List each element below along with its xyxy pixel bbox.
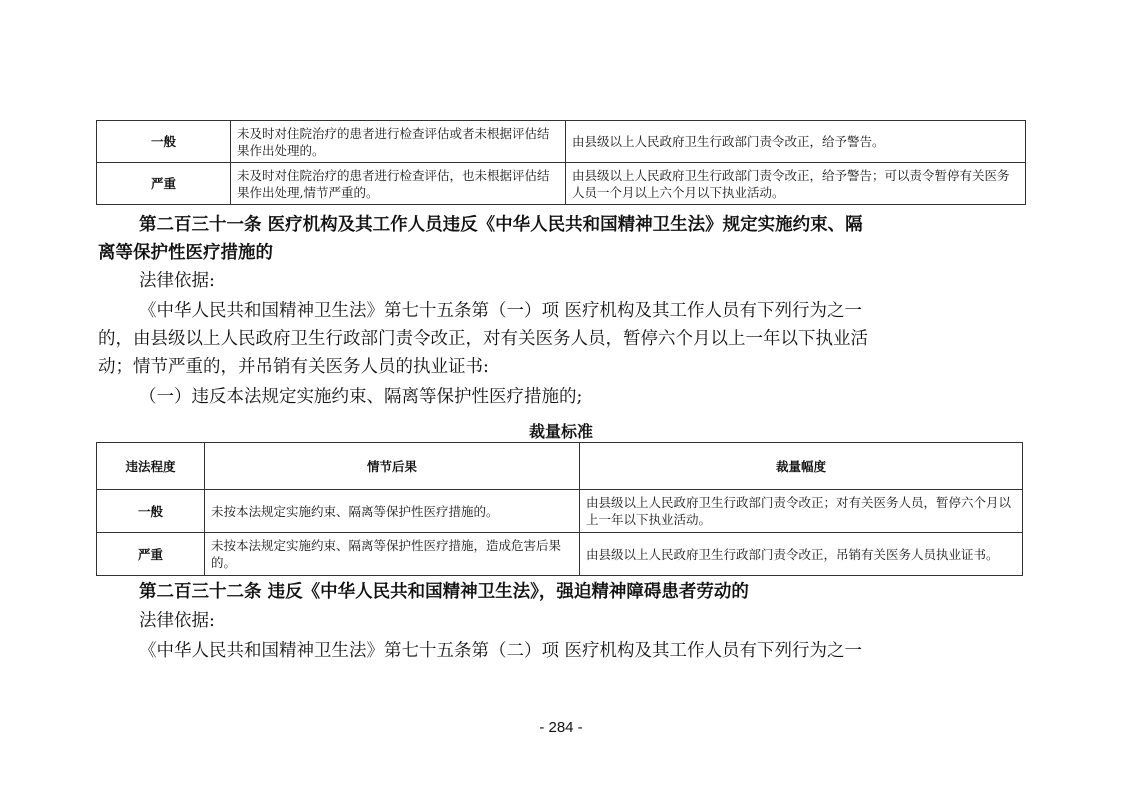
penalty-cell: 由县级以上人民政府卫生行政部门责令改正，吊销有关医务人员执业证书。	[580, 533, 1023, 576]
consequence-cell: 未及时对住院治疗的患者进行检查评估或者未根据评估结果作出处理的。	[231, 121, 566, 163]
page-number: - 284 -	[539, 719, 583, 736]
article-231-para-line3: 动；情节严重的，并吊销有关医务人员的执业证书:	[98, 357, 489, 377]
penalty-cell: 由县级以上人民政府卫生行政部门责令改正；对有关医务人员，暂停六个月以上一年以下执业活动。	[580, 490, 1023, 533]
table-row	[97, 533, 1023, 576]
article-231-item-1: （一）违反本法规定实施约束、隔离等保护性医疗措施的;	[139, 387, 583, 407]
penalty-cell: 由县级以上人民政府卫生行政部门责令改正，给予警告；可以责令暂停有关医务人员一个月以上六个月以下执业活动。	[566, 163, 1026, 205]
article-231-para-line1: 《中华人民共和国精神卫生法》第七十五条第（一）项 医疗机构及其工作人员有下列行为之一	[139, 301, 863, 321]
article-232-heading: 第二百三十二条 违反《中华人民共和国精神卫生法》，强迫精神障碍患者劳动的	[139, 582, 749, 602]
table-caption: 裁量标准	[528, 422, 593, 441]
header-severity: 违法程度	[97, 443, 205, 490]
legal-basis-label: 法律依据:	[139, 611, 215, 631]
table-row	[97, 121, 1026, 163]
consequence-cell: 未按本法规定实施约束、隔离等保护性医疗措施，造成危害后果的。	[205, 533, 580, 576]
article-232-para-line1: 《中华人民共和国精神卫生法》第七十五条第（二）项 医疗机构及其工作人员有下列行为之一	[139, 641, 863, 661]
table-header-row	[97, 443, 1023, 490]
article-231-para-line2: 的，由县级以上人民政府卫生行政部门责令改正，对有关医务人员，暂停六个月以上一年以下执业活	[98, 329, 868, 349]
level-cell: 一般	[97, 121, 231, 163]
legal-basis-label: 法律依据:	[139, 271, 215, 291]
level-cell: 严重	[97, 163, 231, 205]
penalty-cell: 由县级以上人民政府卫生行政部门责令改正，给予警告。	[566, 121, 1026, 163]
level-cell: 严重	[97, 533, 205, 576]
article-231-heading-line1: 第二百三十一条 医疗机构及其工作人员违反《中华人民共和国精神卫生法》规定实施约束、隔	[139, 215, 863, 235]
header-penalty-range: 裁量幅度	[580, 443, 1023, 490]
discretion-standard-table	[96, 442, 1023, 576]
top-penalty-table	[96, 120, 1026, 205]
table-row	[97, 163, 1026, 205]
level-cell: 一般	[97, 490, 205, 533]
consequence-cell: 未及时对住院治疗的患者进行检查评估，也未根据评估结果作出处理,情节严重的。	[231, 163, 566, 205]
consequence-cell: 未按本法规定实施约束、隔离等保护性医疗措施的。	[205, 490, 580, 533]
article-231-heading-line2: 离等保护性医疗措施的	[98, 243, 273, 263]
table-row	[97, 490, 1023, 533]
header-consequence: 情节后果	[205, 443, 580, 490]
